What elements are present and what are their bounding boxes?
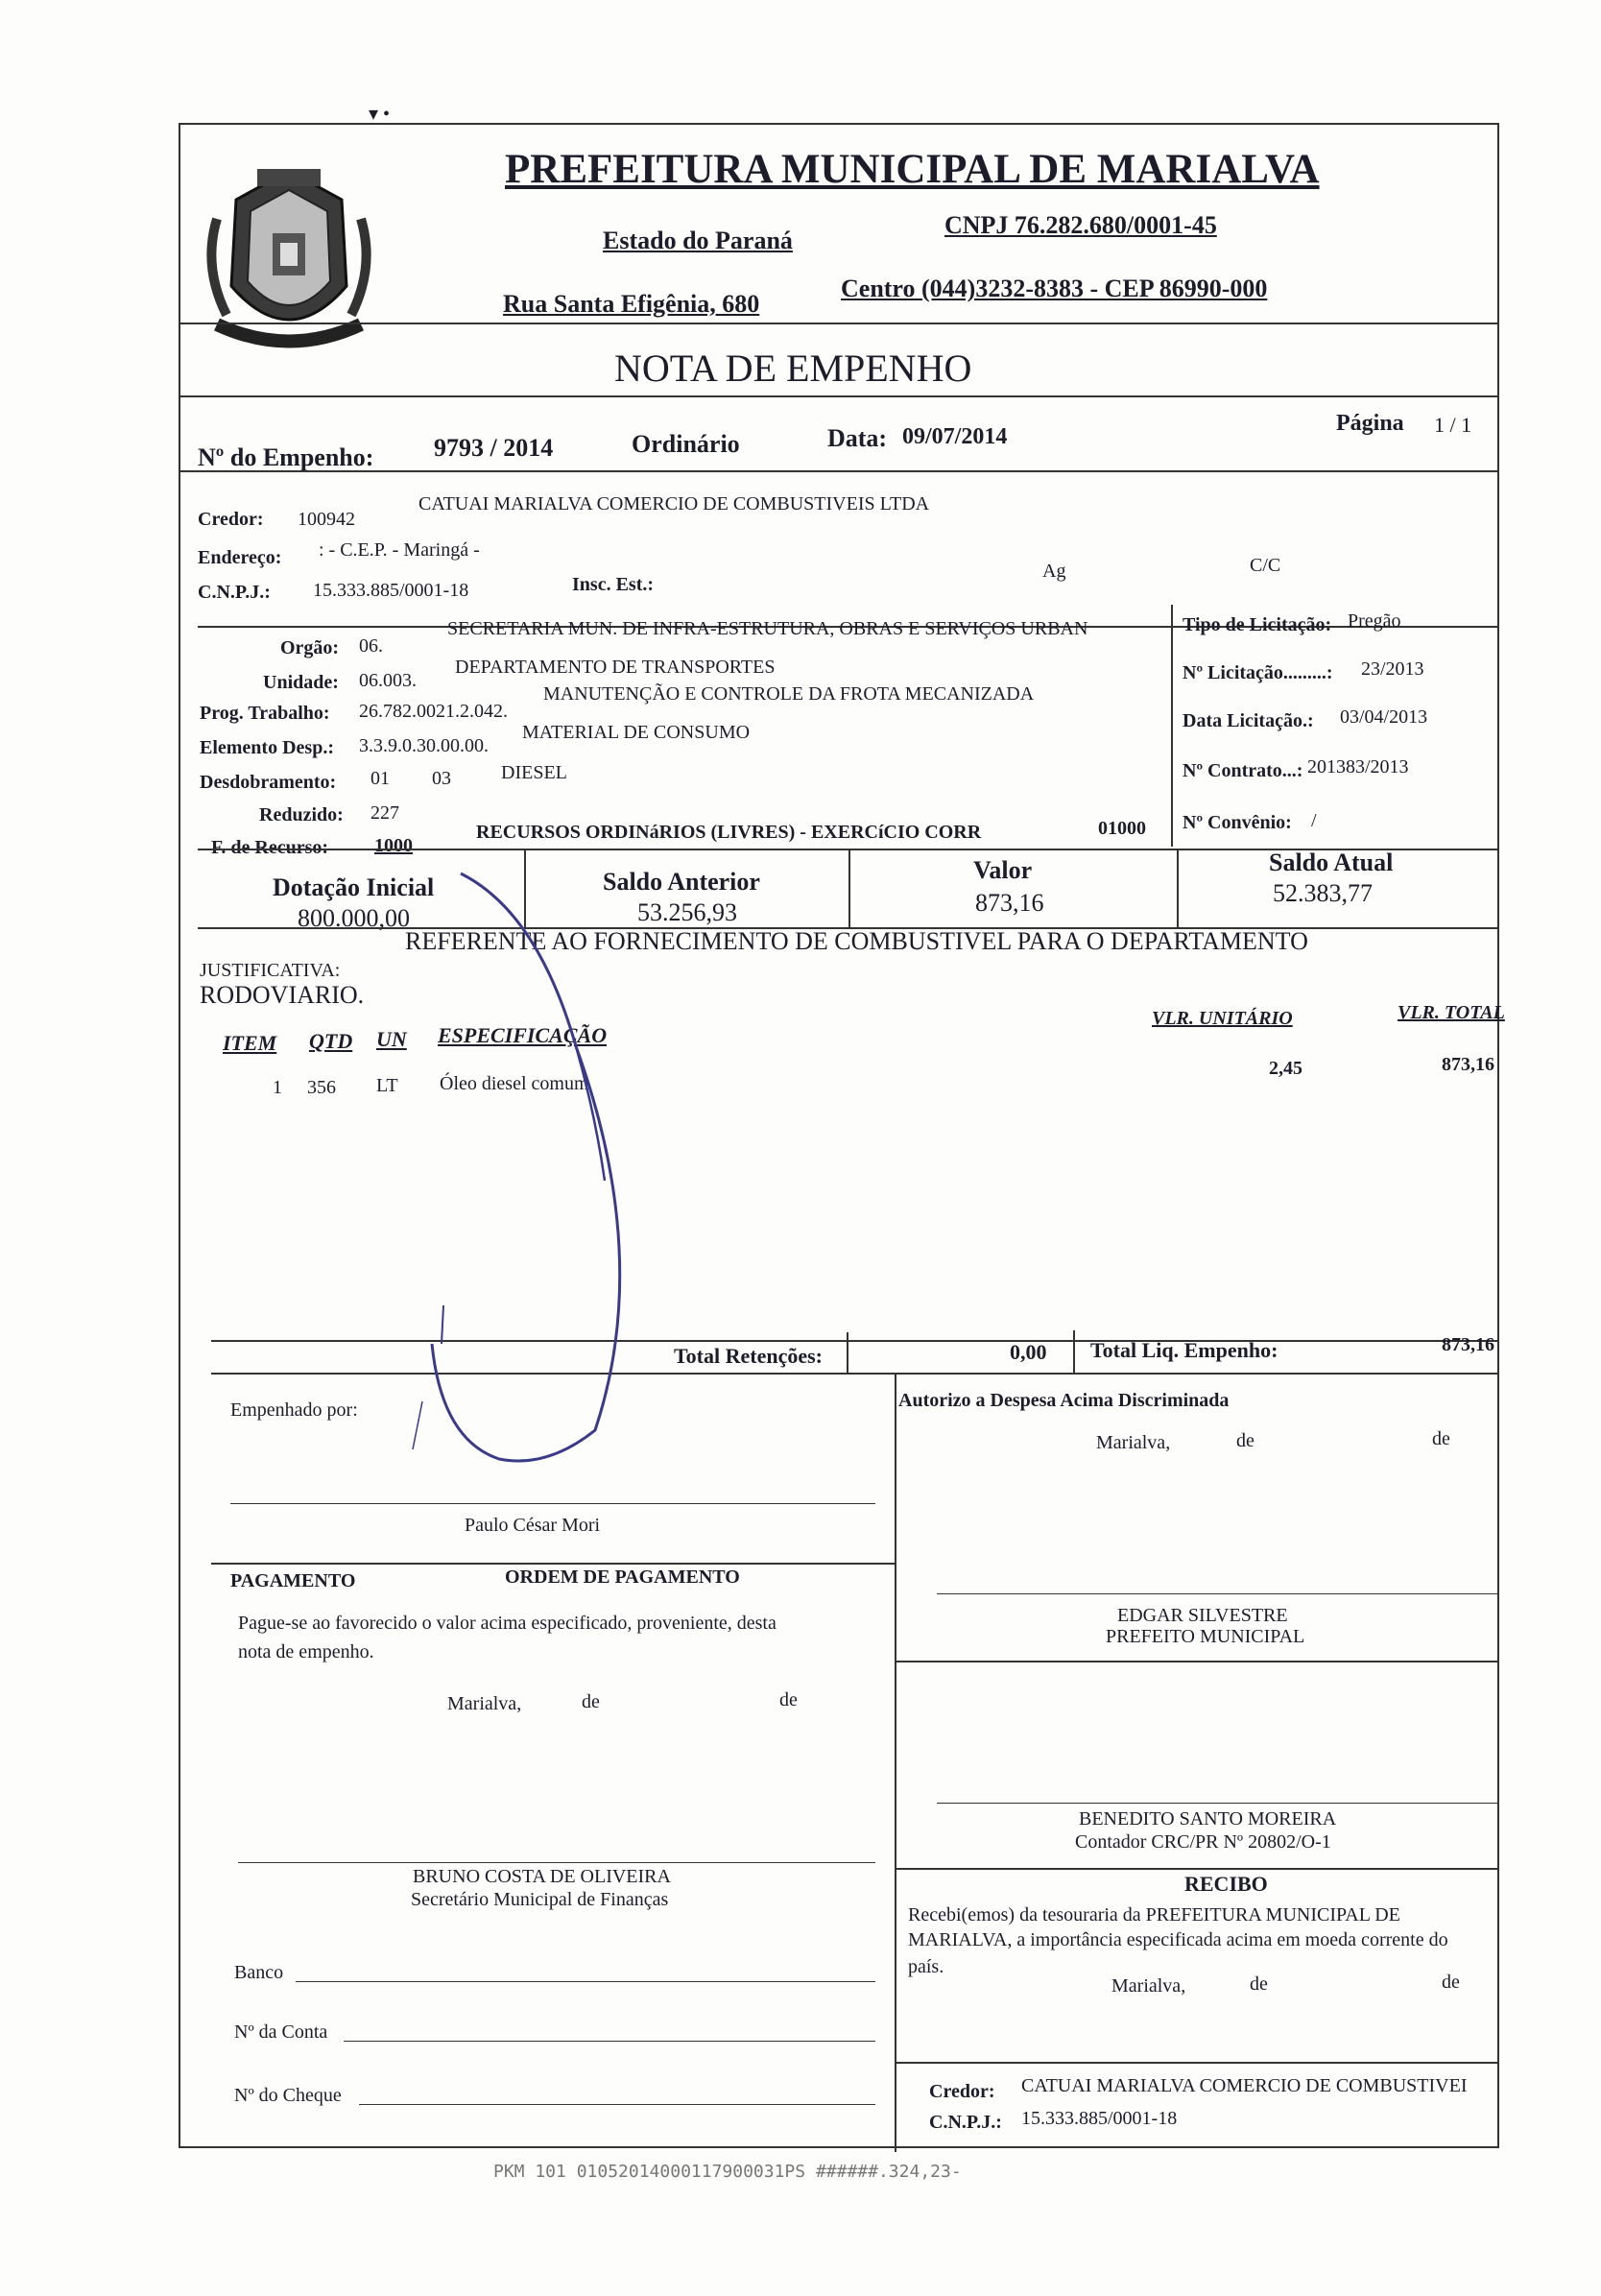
elemento-code: 3.3.9.0.30.00.00. bbox=[359, 735, 489, 756]
empenhado-label: Empenhado por: bbox=[230, 1399, 358, 1421]
col-item: ITEM bbox=[223, 1031, 277, 1055]
retencoes-value: 0,00 bbox=[1010, 1340, 1047, 1364]
row-un: LT bbox=[376, 1075, 398, 1096]
valor-value: 873,16 bbox=[975, 889, 1044, 917]
secretario-nome: BRUNO COSTA DE OLIVEIRA bbox=[413, 1866, 671, 1887]
coat-of-arms-seal bbox=[198, 161, 380, 363]
row-qtd: 356 bbox=[307, 1077, 336, 1098]
prog-code: 26.782.0021.2.042. bbox=[359, 701, 508, 722]
total-liq-value: 873,16 bbox=[1442, 1334, 1494, 1355]
pague-city: Marialva, bbox=[447, 1693, 522, 1714]
recibo-de-1: de bbox=[1250, 1973, 1268, 1995]
cheque-label: Nº do Cheque bbox=[234, 2085, 342, 2106]
elemento-label: Elemento Desp.: bbox=[200, 737, 334, 758]
cnpj-label: C.N.P.J.: bbox=[198, 582, 271, 603]
prog-label: Prog. Trabalho: bbox=[200, 703, 330, 724]
convenio-number: / bbox=[1311, 810, 1317, 831]
prog-name: MANUTENÇÃO E CONTROLE DA FROTA MECANIZADA bbox=[543, 683, 1035, 705]
justificativa-label: JUSTIFICATIVA: bbox=[200, 960, 341, 981]
justificativa-line-2: RODOVIARIO. bbox=[200, 981, 365, 1009]
dotacao-label: Dotação Inicial bbox=[273, 873, 435, 901]
licitacao-number: 23/2013 bbox=[1361, 658, 1424, 680]
pagamento-label: PAGAMENTO bbox=[230, 1570, 356, 1591]
ag-label: Ag bbox=[1042, 561, 1066, 582]
convenio-label: Nº Convênio: bbox=[1183, 812, 1292, 833]
prefeito-cargo: PREFEITO MUNICIPAL bbox=[1106, 1626, 1305, 1647]
empenho-type: Ordinário bbox=[632, 430, 740, 458]
col-qtd: QTD bbox=[309, 1029, 353, 1053]
credor-name: CATUAI MARIALVA COMERCIO DE COMBUSTIVEIS LTDA bbox=[418, 493, 930, 514]
desdob-name: DIESEL bbox=[501, 762, 567, 783]
autorizo-de-1: de bbox=[1236, 1430, 1255, 1451]
recurso-label: F. de Recurso: bbox=[211, 837, 329, 858]
footer-code: PKM 101 01052014000117900031PS ######.324,23- bbox=[493, 2162, 962, 2182]
autorizo-de-2: de bbox=[1432, 1428, 1450, 1449]
recibo-text-3: país. bbox=[908, 1956, 944, 1977]
reduzido-value: 227 bbox=[370, 802, 399, 824]
banco-label: Banco bbox=[234, 1962, 284, 1983]
pague-de-2: de bbox=[779, 1689, 798, 1710]
credor-cnpj: 15.333.885/0001-18 bbox=[313, 580, 469, 601]
col-spec: ESPECIFICAÇÃO bbox=[438, 1023, 608, 1047]
municipality-title: PREFEITURA MUNICIPAL DE MARIALVA bbox=[505, 147, 1320, 192]
orgao-name: SECRETARIA MUN. DE INFRA-ESTRUTURA, OBRAS E SERVIÇOS URBAN bbox=[447, 618, 1088, 639]
unidade-code: 06.003. bbox=[359, 670, 417, 691]
orgao-label: Orgão: bbox=[280, 637, 340, 658]
row-item: 1 bbox=[273, 1077, 282, 1098]
reduzido-label: Reduzido: bbox=[259, 804, 344, 825]
street-address: Rua Santa Efigênia, 680 bbox=[503, 290, 760, 318]
licitacao-date: 03/04/2013 bbox=[1340, 706, 1428, 728]
row-total: 873,16 bbox=[1442, 1054, 1494, 1075]
desdob-code-2: 03 bbox=[432, 768, 451, 789]
empenho-number-label: Nº do Empenho: bbox=[198, 443, 374, 471]
col-un: UN bbox=[376, 1027, 407, 1051]
licitacao-type: Pregão bbox=[1348, 610, 1401, 632]
address-label: Endereço: bbox=[198, 547, 282, 568]
col-total: VLR. TOTAL bbox=[1398, 1002, 1505, 1023]
handwritten-signature bbox=[403, 845, 672, 1478]
licitacao-type-label: Tipo de Licitação: bbox=[1183, 614, 1332, 635]
dotacao-value: 800.000,00 bbox=[298, 904, 410, 932]
orgao-code: 06. bbox=[359, 635, 383, 657]
page-number: 1 / 1 bbox=[1434, 413, 1472, 437]
top-marks: ▾ • bbox=[369, 104, 391, 125]
conta-label: Nº da Conta bbox=[234, 2021, 328, 2043]
col-unit-price: VLR. UNITÁRIO bbox=[1152, 1008, 1293, 1029]
row-unit-price: 2,45 bbox=[1269, 1058, 1302, 1079]
recibo-credor-label: Credor: bbox=[929, 2081, 995, 2102]
empenho-date: 09/07/2014 bbox=[902, 424, 1008, 449]
recibo-text-1: Recebi(emos) da tesouraria da PREFEITURA MUNICIPAL DE bbox=[908, 1904, 1400, 1925]
recibo-text-2: MARIALVA, a importância especificada acima em moeda corrente do bbox=[908, 1929, 1448, 1950]
state-name: Estado do Paraná bbox=[603, 227, 793, 254]
total-liq-label: Total Liq. Empenho: bbox=[1090, 1338, 1278, 1362]
pague-de-1: de bbox=[582, 1691, 600, 1712]
empenhado-nome: Paulo César Mori bbox=[465, 1515, 601, 1536]
recibo-credor-nome: CATUAI MARIALVA COMERCIO DE COMBUSTIVEI bbox=[1021, 2075, 1468, 2096]
pague-text-1: Pague-se ao favorecido o valor acima especificado, proveniente, desta bbox=[238, 1613, 777, 1634]
prefeito-nome: EDGAR SILVESTRE bbox=[1117, 1605, 1288, 1626]
saldo-anterior-value: 53.256,93 bbox=[637, 898, 737, 926]
credor-code: 100942 bbox=[298, 509, 355, 530]
autorizo-text: Autorizo a Despesa Acima Discriminada bbox=[898, 1390, 1230, 1411]
licitacao-number-label: Nº Licitação.........: bbox=[1183, 662, 1333, 683]
secretario-cargo: Secretário Municipal de Finanças bbox=[411, 1889, 669, 1910]
recurso-code: 1000 bbox=[374, 835, 413, 856]
cnpj-header: CNPJ 76.282.680/0001-45 bbox=[944, 211, 1217, 239]
desdob-label: Desdobramento: bbox=[200, 772, 337, 793]
contador-nome: BENEDITO SANTO MOREIRA bbox=[1079, 1808, 1337, 1830]
licitacao-date-label: Data Licitação.: bbox=[1183, 710, 1314, 731]
recurso-name: RECURSOS ORDINáRIOS (LIVRES) - EXERCíCIO CORR bbox=[476, 822, 982, 843]
unidade-label: Unidade: bbox=[263, 672, 339, 693]
district-phone-cep: Centro (044)3232-8383 - CEP 86990-000 bbox=[841, 275, 1268, 302]
valor-label: Valor bbox=[973, 856, 1033, 884]
empenho-number: 9793 / 2014 bbox=[434, 434, 554, 462]
page-label: Página bbox=[1336, 411, 1404, 436]
date-label: Data: bbox=[827, 424, 888, 452]
cc-label: C/C bbox=[1250, 555, 1281, 576]
recibo-city: Marialva, bbox=[1111, 1975, 1186, 1997]
desdob-code-1: 01 bbox=[370, 768, 390, 789]
elemento-name: MATERIAL DE CONSUMO bbox=[522, 722, 751, 743]
unidade-name: DEPARTAMENTO DE TRANSPORTES bbox=[455, 657, 776, 678]
contrato-number: 201383/2013 bbox=[1307, 756, 1409, 777]
justificativa-line-1: REFERENTE AO FORNECIMENTO DE COMBUSTIVEL PARA O DEPARTAMENTO bbox=[405, 927, 1308, 955]
recibo-cnpj-label: C.N.P.J.: bbox=[929, 2112, 1002, 2133]
retencoes-label: Total Retenções: bbox=[674, 1344, 823, 1368]
credor-label: Credor: bbox=[198, 509, 264, 530]
autorizo-city: Marialva, bbox=[1096, 1432, 1171, 1453]
recurso-number: 01000 bbox=[1098, 818, 1146, 839]
insc-label: Insc. Est.: bbox=[572, 574, 655, 595]
document-title: NOTA DE EMPENHO bbox=[614, 347, 972, 390]
recibo-cnpj: 15.333.885/0001-18 bbox=[1021, 2108, 1178, 2129]
address-value: : - C.E.P. - Maringá - bbox=[319, 539, 480, 561]
saldo-atual-label: Saldo Atual bbox=[1269, 849, 1394, 876]
pague-text-2: nota de empenho. bbox=[238, 1641, 374, 1662]
recibo-de-2: de bbox=[1442, 1972, 1460, 1993]
contador-cargo: Contador CRC/PR Nº 20802/O-1 bbox=[1075, 1831, 1331, 1853]
recibo-label: RECIBO bbox=[1184, 1872, 1268, 1896]
saldo-atual-value: 52.383,77 bbox=[1273, 879, 1373, 907]
ordem-pagamento-label: ORDEM DE PAGAMENTO bbox=[505, 1567, 740, 1588]
row-spec: Óleo diesel comum bbox=[440, 1073, 589, 1094]
contrato-label: Nº Contrato...: bbox=[1183, 760, 1303, 781]
saldo-anterior-label: Saldo Anterior bbox=[603, 868, 760, 896]
